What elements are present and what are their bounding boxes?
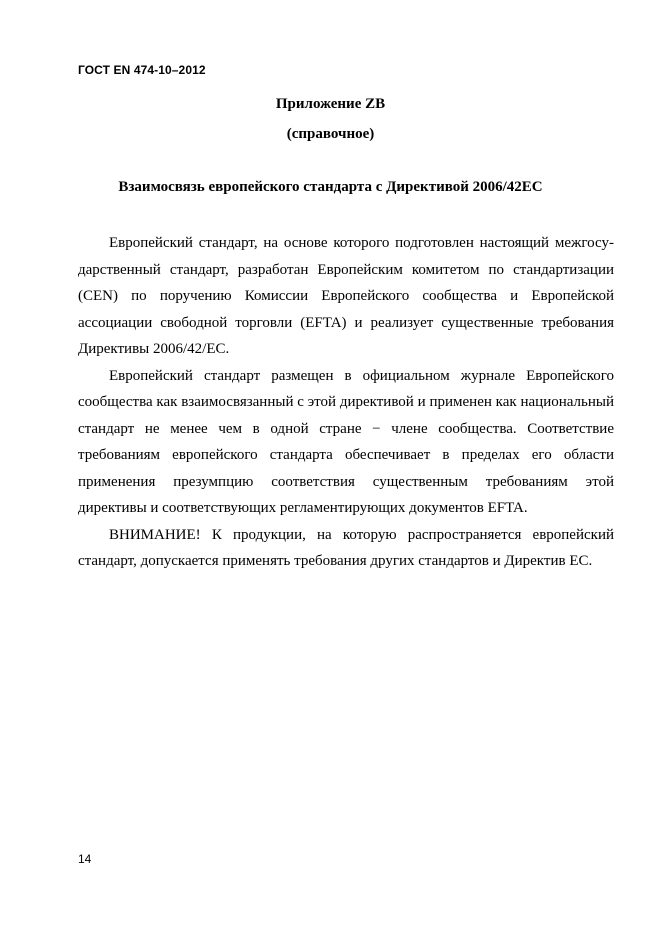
body-text bbox=[78, 230, 614, 575]
section-title: Взаимосвязь европейского стандарта с Директивой 2006/42ЕС bbox=[118, 179, 543, 195]
appendix-title: Приложение ZB bbox=[275, 96, 386, 112]
document-code: ГОСТ EN 474-10–2012 bbox=[78, 63, 206, 77]
appendix-note: (справочное) bbox=[286, 126, 375, 142]
paragraph: Европейский стандарт размещен в официальном журнале Европейского сообщества как взаимосвязанный с этой директивой и применен как национальный стандарт не менее чем в одной стране − члене сообщества. Соответствие требованиям европейского стандарта обеспечивает в пределах его области применения презумпцию соответствия существенным требованиям этой директивы и соответствующих регламентирующих документов EFTA. bbox=[78, 367, 614, 516]
paragraph: Европейский стандарт, на основе которого подготовлен настоящий межгосударственный стандарт, разработан Европейским комитетом по стандартизации (CEN) по поручению Комиссии Европейского сообщества и Европейской ассоциации свободной торговли (EFTA) и реализует существенные требования Директивы 2006/42/ЕС. bbox=[78, 235, 614, 357]
paragraph: ВНИМАНИЕ! К продукции, на которую распространяется европейский стандарт, допускается применять требования других стандартов и Директив ЕС. bbox=[78, 526, 614, 569]
page-number: 14 bbox=[78, 852, 92, 866]
